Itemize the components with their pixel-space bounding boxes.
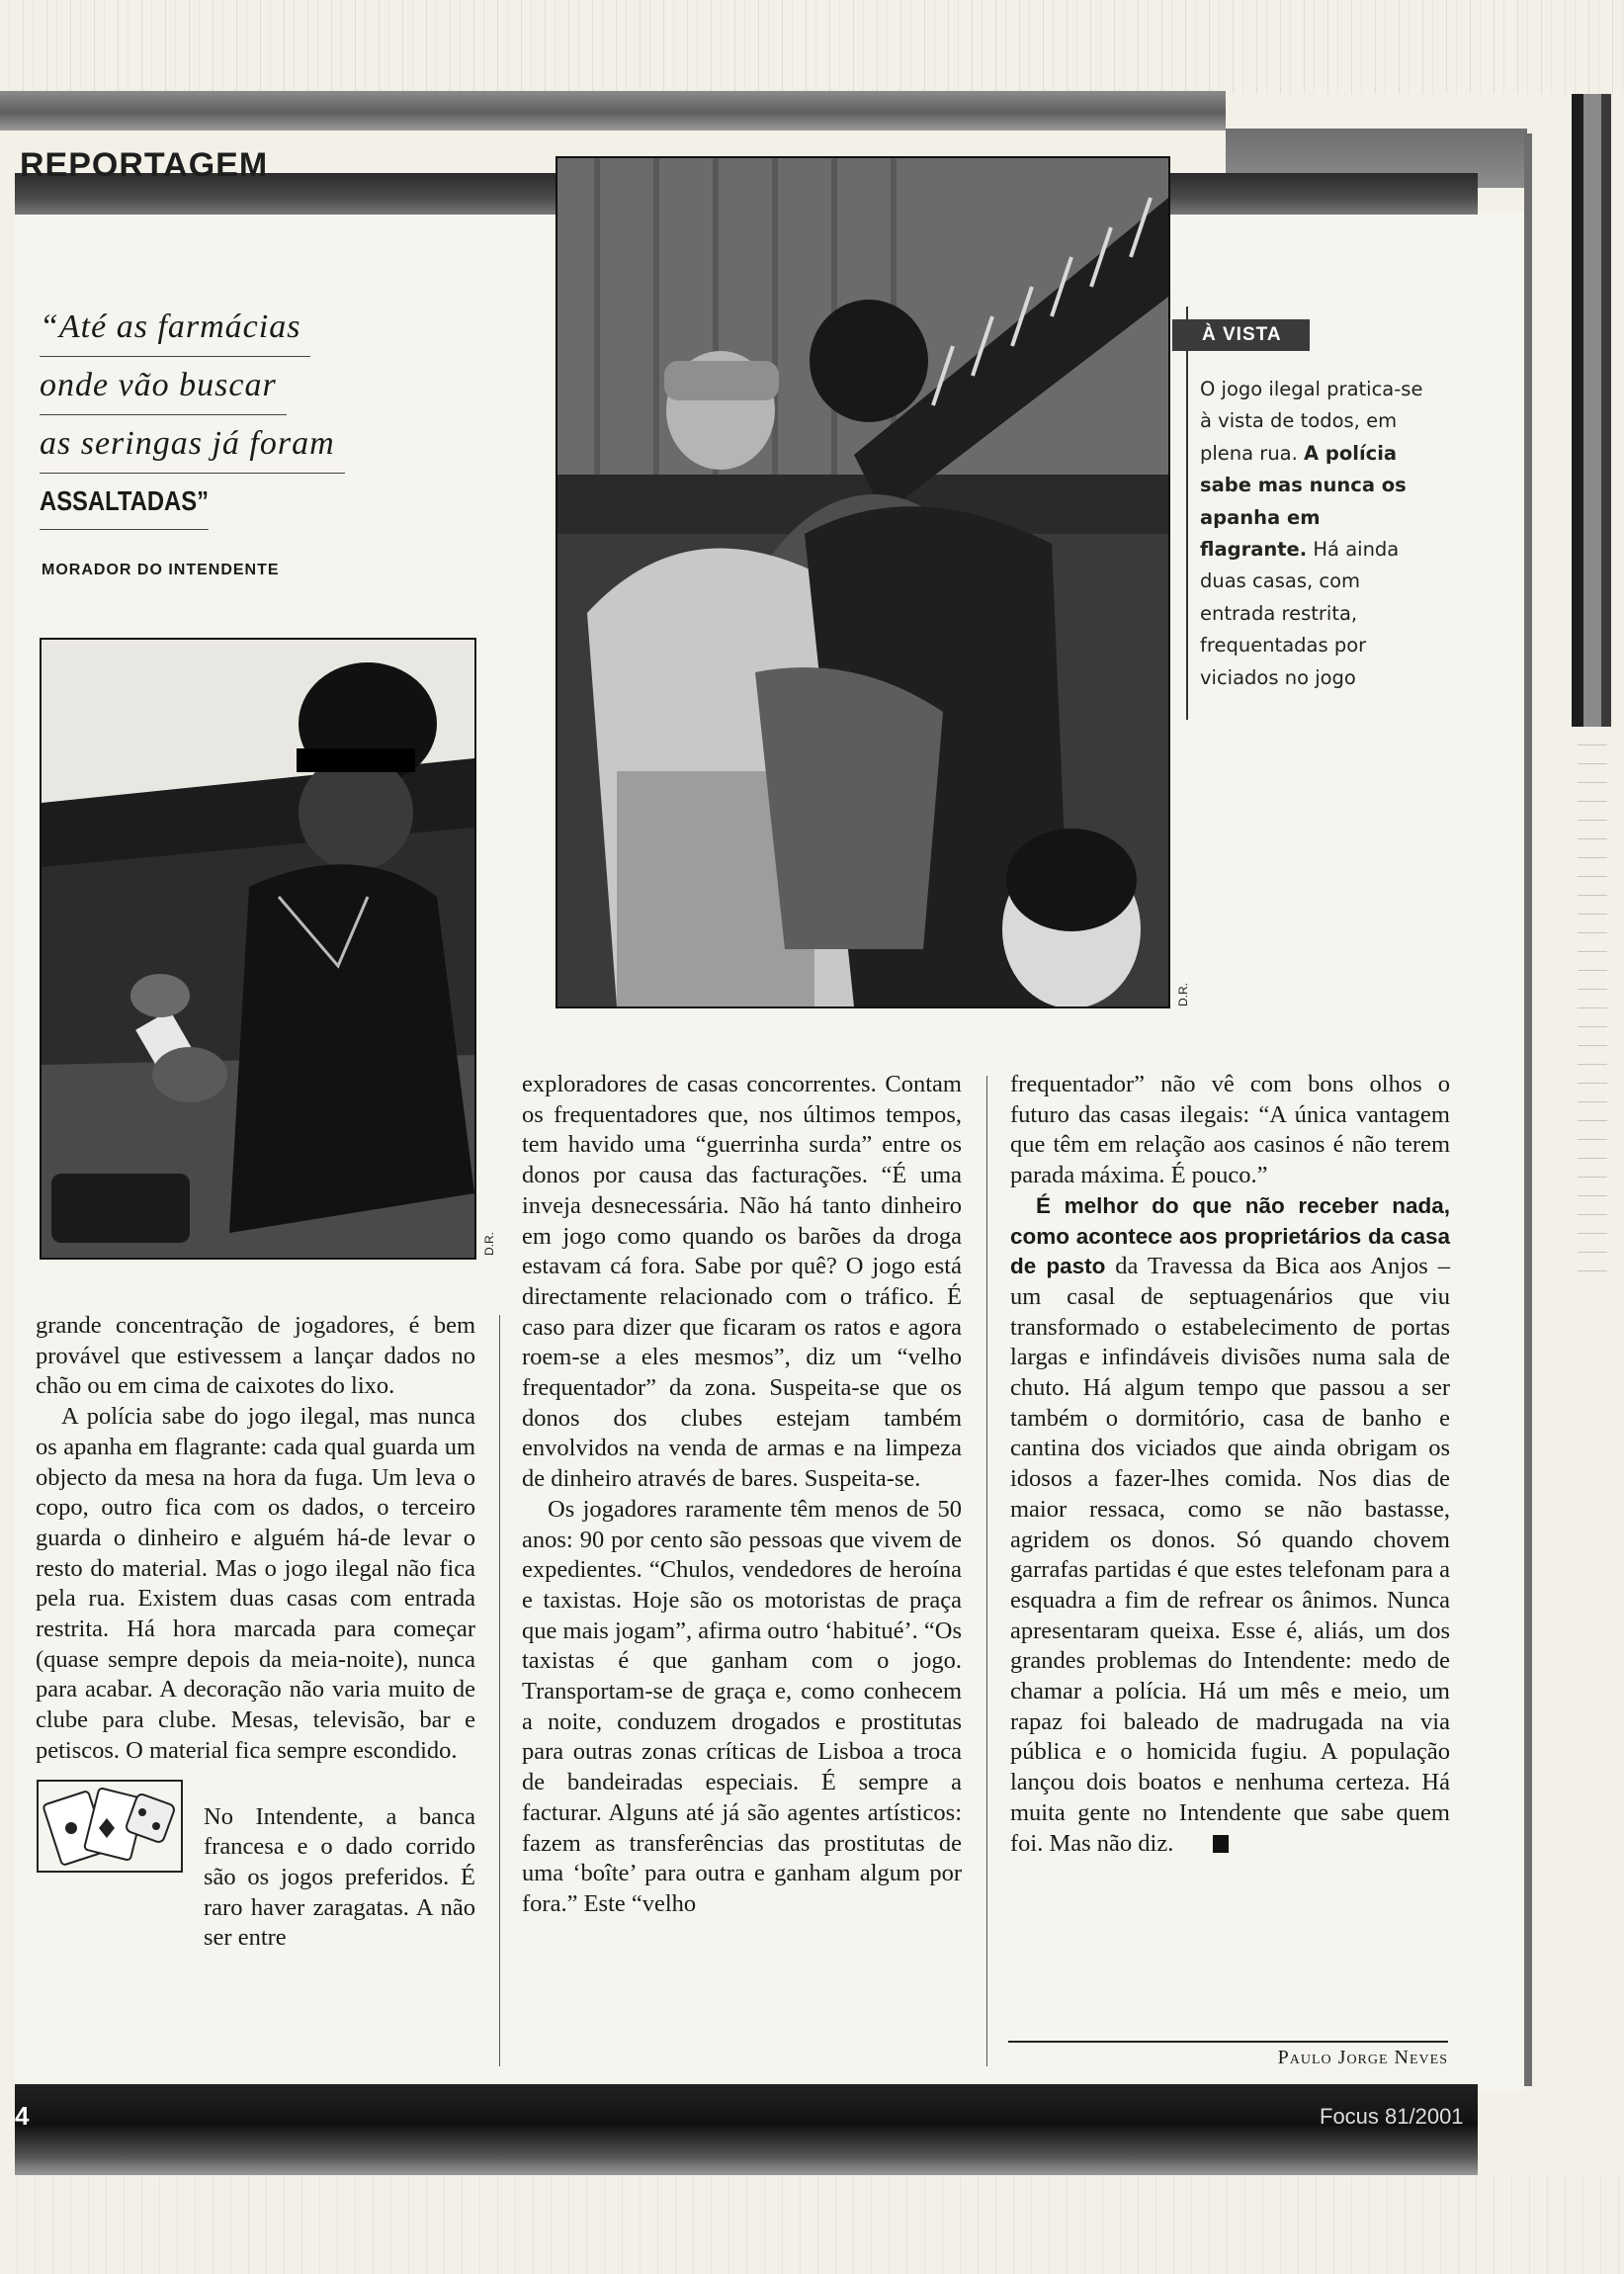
scan-strip-right — [1572, 94, 1611, 727]
section-label: REPORTAGEM — [20, 146, 269, 184]
card-icon-slot — [36, 1779, 204, 1878]
playing-cards-icon — [36, 1779, 184, 1874]
header-band — [0, 91, 1226, 131]
article-column-3 — [1010, 1070, 1450, 1859]
sidebar-rule — [1186, 306, 1188, 720]
photo-credit: D.R. — [1176, 983, 1190, 1006]
column-rule — [499, 1315, 500, 2066]
photo-street-players — [556, 156, 1170, 1008]
sidebar-text — [1200, 374, 1427, 694]
page-number: 4 — [15, 2101, 30, 2131]
paragraph: No Intendente, a banca francesa e o dado corrido são os jogos preferidos. É raro haver zaragatas. A não ser entre — [204, 1802, 475, 1952]
article-column-1 — [36, 1311, 475, 1954]
pull-quote-line: as seringas já foram — [40, 415, 345, 474]
paragraph: exploradores de casas concorrentes. Contam os frequentadores que, nos últimos tempos, tem havido uma “guerrinha surda” entre os donos por causa das facturações. “É uma inveja desnecessária. Não há tanto dinheiro em jogo como quando os barões da droga estavam cá fora. Sabe por quê? O jogo está directamente relacionado com o tráfico. É caso para dizer que ficaram os ratos e agora roem-se a eles mesmos”, diz um “velho frequentador” da zona. Suspeita-se que os donos dos clubes estejam também envolvidos na venda de armas e na limpeza de dinheiro através de bares. Suspeita-se. — [522, 1071, 962, 1493]
sidebar-bold: A polícia sabe mas nunca os apanha em flagrante. — [1200, 441, 1407, 562]
scan-strip-right-lower — [1578, 727, 1607, 1280]
paragraph: A polícia sabe do jogo ilegal, mas nunca os apanha em flagrante: cada qual guarda um objecto da mesa na hora da fuga. Um leva o copo, outro fica com os dados, o terceiro guarda o dinheiro e alguém há-de levar o resto do material. Mas o jogo ilegal não fica pela rua. Existem duas casas com entrada restrita. Há hora marcada para começar (quase sempre depois da meia-noite), nunca para acabar. A decoração não varia muito de clube para clube. Mesas, televisão, bar e petiscos. O material fica sempre escondido. — [36, 1403, 475, 1764]
article-column-2 — [522, 1070, 962, 1920]
bold-lead: É melhor do que não receber nada, como acontece aos proprietários da casa de pasto — [1010, 1192, 1450, 1279]
panel-edge — [1524, 133, 1532, 2086]
byline-rule — [1008, 2041, 1448, 2043]
photo-card-player — [40, 638, 476, 1260]
pull-quote-line: onde vão buscar — [40, 357, 287, 415]
sidebar-end: Há ainda duas casas, com entrada restrita, frequentadas por viciados no jogo — [1200, 538, 1400, 689]
paragraph: grande concentração de jogadores, é bem provável que estivessem a lançar dados no chão ou em cima de caixotes do lixo. — [36, 1312, 475, 1400]
scan-texture-top — [0, 0, 1624, 94]
quote-source: MORADOR DO INTENDENTE — [42, 562, 280, 578]
pull-quote-line: “Até as farmácias — [40, 299, 310, 357]
pull-quote — [40, 299, 395, 530]
paragraph: Os jogadores raramente têm menos de 50 anos: 90 por cento são pessoas que vivem de expedientes. “Chulos, vendedores de heroína e taxistas. Hoje são os motoristas de praça que mais jogam”, afirma outro ‘habitué’. “Os taxistas é que ganham com o jogo. Transportam-se de graça e, como conhecem a noite, conduzem drogados e prostitutas para outras zonas críticas de Lisboa a troca de bandeiradas especiais. É sempre a facturar. Alguns até já são agentes artísticos: fazem as transferências das prostitutas de uma ‘boîte’ para outra e ganham algum por fora.” Este “velho — [522, 1495, 962, 1917]
photo-credit: D.R. — [482, 1232, 496, 1256]
paragraph — [1010, 1191, 1450, 1859]
byline: Paulo Jorge Neves — [1277, 2047, 1448, 2068]
footer-band — [15, 2084, 1478, 2175]
scan-texture-bottom — [0, 2175, 1624, 2274]
paragraph: frequentador” não vê com bons olhos o futuro das casas ilegais: “A única vantagem que têm em relação aos casinos é não terem parada máxima. É pouco.” — [1010, 1071, 1450, 1189]
end-mark-icon — [1213, 1835, 1229, 1853]
card-player-illustration — [42, 640, 474, 1258]
issue-reference: Focus 81/2001 — [1320, 2104, 1464, 2129]
column-rule — [986, 1076, 987, 2066]
street-players-illustration — [557, 158, 1168, 1006]
sidebar-tag: À VISTA — [1172, 319, 1310, 351]
sidebar-intro: O jogo ilegal pratica-se à vista de todos, em plena rua. — [1200, 378, 1423, 465]
pull-quote-caps: ASSALTADAS” — [40, 474, 209, 530]
paragraph-text: da Travessa da Bica aos Anjos – um casal de septuagenários que viu transformado o estabelecimento de portas largas e infindáveis divisões numa sala de chuto. Há algum tempo que passou a ser também o dormitório, casa de banho e cantina dos viciados que ainda obrigam os idosos a fazer-lhes comida. Nos dias de maior ressaca, como se não bastasse, agridem os donos. Só quando chovem garrafas partidas é que estes telefonam para a esquadra a fim de refrear os ânimos. Nunca apresentaram queixa. Esse é, aliás, um dos grandes problemas do Intendente: medo de chamar a polícia. Há um mês e meio, um rapaz foi baleado de madrugada na via pública e o homicida fugiu. A população lançou dois boatos e nenhuma certeza. Há muita gente no Intendente que sabe quem foi. Mas não diz. — [1010, 1253, 1450, 1857]
